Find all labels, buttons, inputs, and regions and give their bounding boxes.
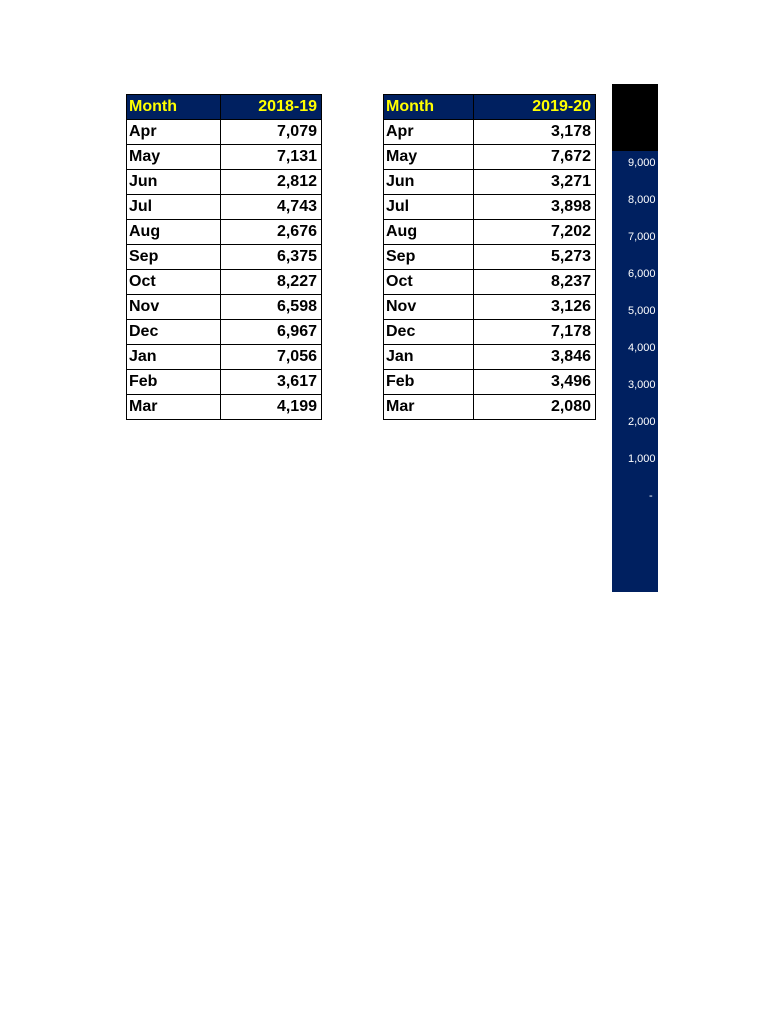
- y-tick-label: 2,000: [628, 416, 656, 428]
- month-cell: Jul: [127, 195, 221, 220]
- table-row: [127, 170, 322, 195]
- month-cell: Sep: [384, 245, 474, 270]
- y-tick-label: 6,000: [628, 268, 656, 280]
- month-cell: Feb: [384, 370, 474, 395]
- month-cell: Aug: [127, 220, 221, 245]
- y-tick-label: 7,000: [628, 231, 656, 243]
- month-cell: Mar: [384, 395, 474, 420]
- y-tick-label: 3,000: [628, 379, 656, 391]
- y-tick-label: 9,000: [628, 157, 656, 169]
- table-row: [127, 245, 322, 270]
- table-row: [384, 245, 596, 270]
- value-cell: 7,672: [474, 145, 596, 170]
- value-cell: 4,199: [221, 395, 322, 420]
- table-row: [127, 145, 322, 170]
- table-row: [384, 170, 596, 195]
- header-year: 2019-20: [474, 95, 596, 120]
- value-cell: 7,079: [221, 120, 322, 145]
- value-cell: 6,598: [221, 295, 322, 320]
- value-cell: 8,227: [221, 270, 322, 295]
- value-cell: 7,056: [221, 345, 322, 370]
- value-cell: 3,846: [474, 345, 596, 370]
- value-cell: 3,126: [474, 295, 596, 320]
- header-year: 2018-19: [221, 95, 322, 120]
- month-cell: Dec: [127, 320, 221, 345]
- month-cell: Dec: [384, 320, 474, 345]
- table-2018-19: [126, 94, 322, 420]
- value-cell: 3,898: [474, 195, 596, 220]
- value-cell: 8,237: [474, 270, 596, 295]
- month-cell: Nov: [127, 295, 221, 320]
- value-cell: 2,812: [221, 170, 322, 195]
- table-row: [384, 220, 596, 245]
- table-row: [384, 270, 596, 295]
- y-tick-label: 1,000: [628, 453, 656, 465]
- month-cell: Jun: [384, 170, 474, 195]
- value-cell: 7,178: [474, 320, 596, 345]
- month-cell: Mar: [127, 395, 221, 420]
- value-cell: 3,178: [474, 120, 596, 145]
- value-cell: 7,131: [221, 145, 322, 170]
- value-cell: 5,273: [474, 245, 596, 270]
- table-row: [127, 220, 322, 245]
- table-row: [127, 320, 322, 345]
- value-cell: 3,271: [474, 170, 596, 195]
- month-cell: Apr: [127, 120, 221, 145]
- table-row: [127, 345, 322, 370]
- value-cell: 4,743: [221, 195, 322, 220]
- value-cell: 2,676: [221, 220, 322, 245]
- value-cell: 6,375: [221, 245, 322, 270]
- y-tick-label: 4,000: [628, 342, 656, 354]
- y-tick-label: -: [649, 490, 653, 502]
- table-row: [384, 345, 596, 370]
- chart-title-area: [612, 84, 658, 151]
- month-cell: May: [127, 145, 221, 170]
- value-cell: 3,617: [221, 370, 322, 395]
- table-row: [127, 295, 322, 320]
- table-header-row: [384, 95, 596, 120]
- month-cell: Apr: [384, 120, 474, 145]
- month-cell: Aug: [384, 220, 474, 245]
- month-cell: Oct: [384, 270, 474, 295]
- value-cell: 2,080: [474, 395, 596, 420]
- chart-area: [612, 84, 658, 592]
- table-row: [384, 395, 596, 420]
- month-cell: Feb: [127, 370, 221, 395]
- month-cell: Oct: [127, 270, 221, 295]
- y-tick-label: 8,000: [628, 194, 656, 206]
- month-cell: Sep: [127, 245, 221, 270]
- header-month: Month: [127, 95, 221, 120]
- table-row: [384, 120, 596, 145]
- table-row: [127, 395, 322, 420]
- month-cell: Jan: [384, 345, 474, 370]
- header-month: Month: [384, 95, 474, 120]
- table-header-row: [127, 95, 322, 120]
- value-cell: 7,202: [474, 220, 596, 245]
- table-row: [384, 320, 596, 345]
- table-row: [384, 145, 596, 170]
- month-cell: Jan: [127, 345, 221, 370]
- month-cell: Jun: [127, 170, 221, 195]
- table-row: [384, 370, 596, 395]
- value-cell: 6,967: [221, 320, 322, 345]
- value-cell: 3,496: [474, 370, 596, 395]
- month-cell: May: [384, 145, 474, 170]
- month-cell: Nov: [384, 295, 474, 320]
- table-row: [127, 270, 322, 295]
- table-row: [384, 295, 596, 320]
- table-2019-20: [383, 94, 596, 420]
- table-row: [127, 120, 322, 145]
- table-row: [127, 370, 322, 395]
- table-row: [384, 195, 596, 220]
- y-tick-label: 5,000: [628, 305, 656, 317]
- month-cell: Jul: [384, 195, 474, 220]
- table-row: [127, 195, 322, 220]
